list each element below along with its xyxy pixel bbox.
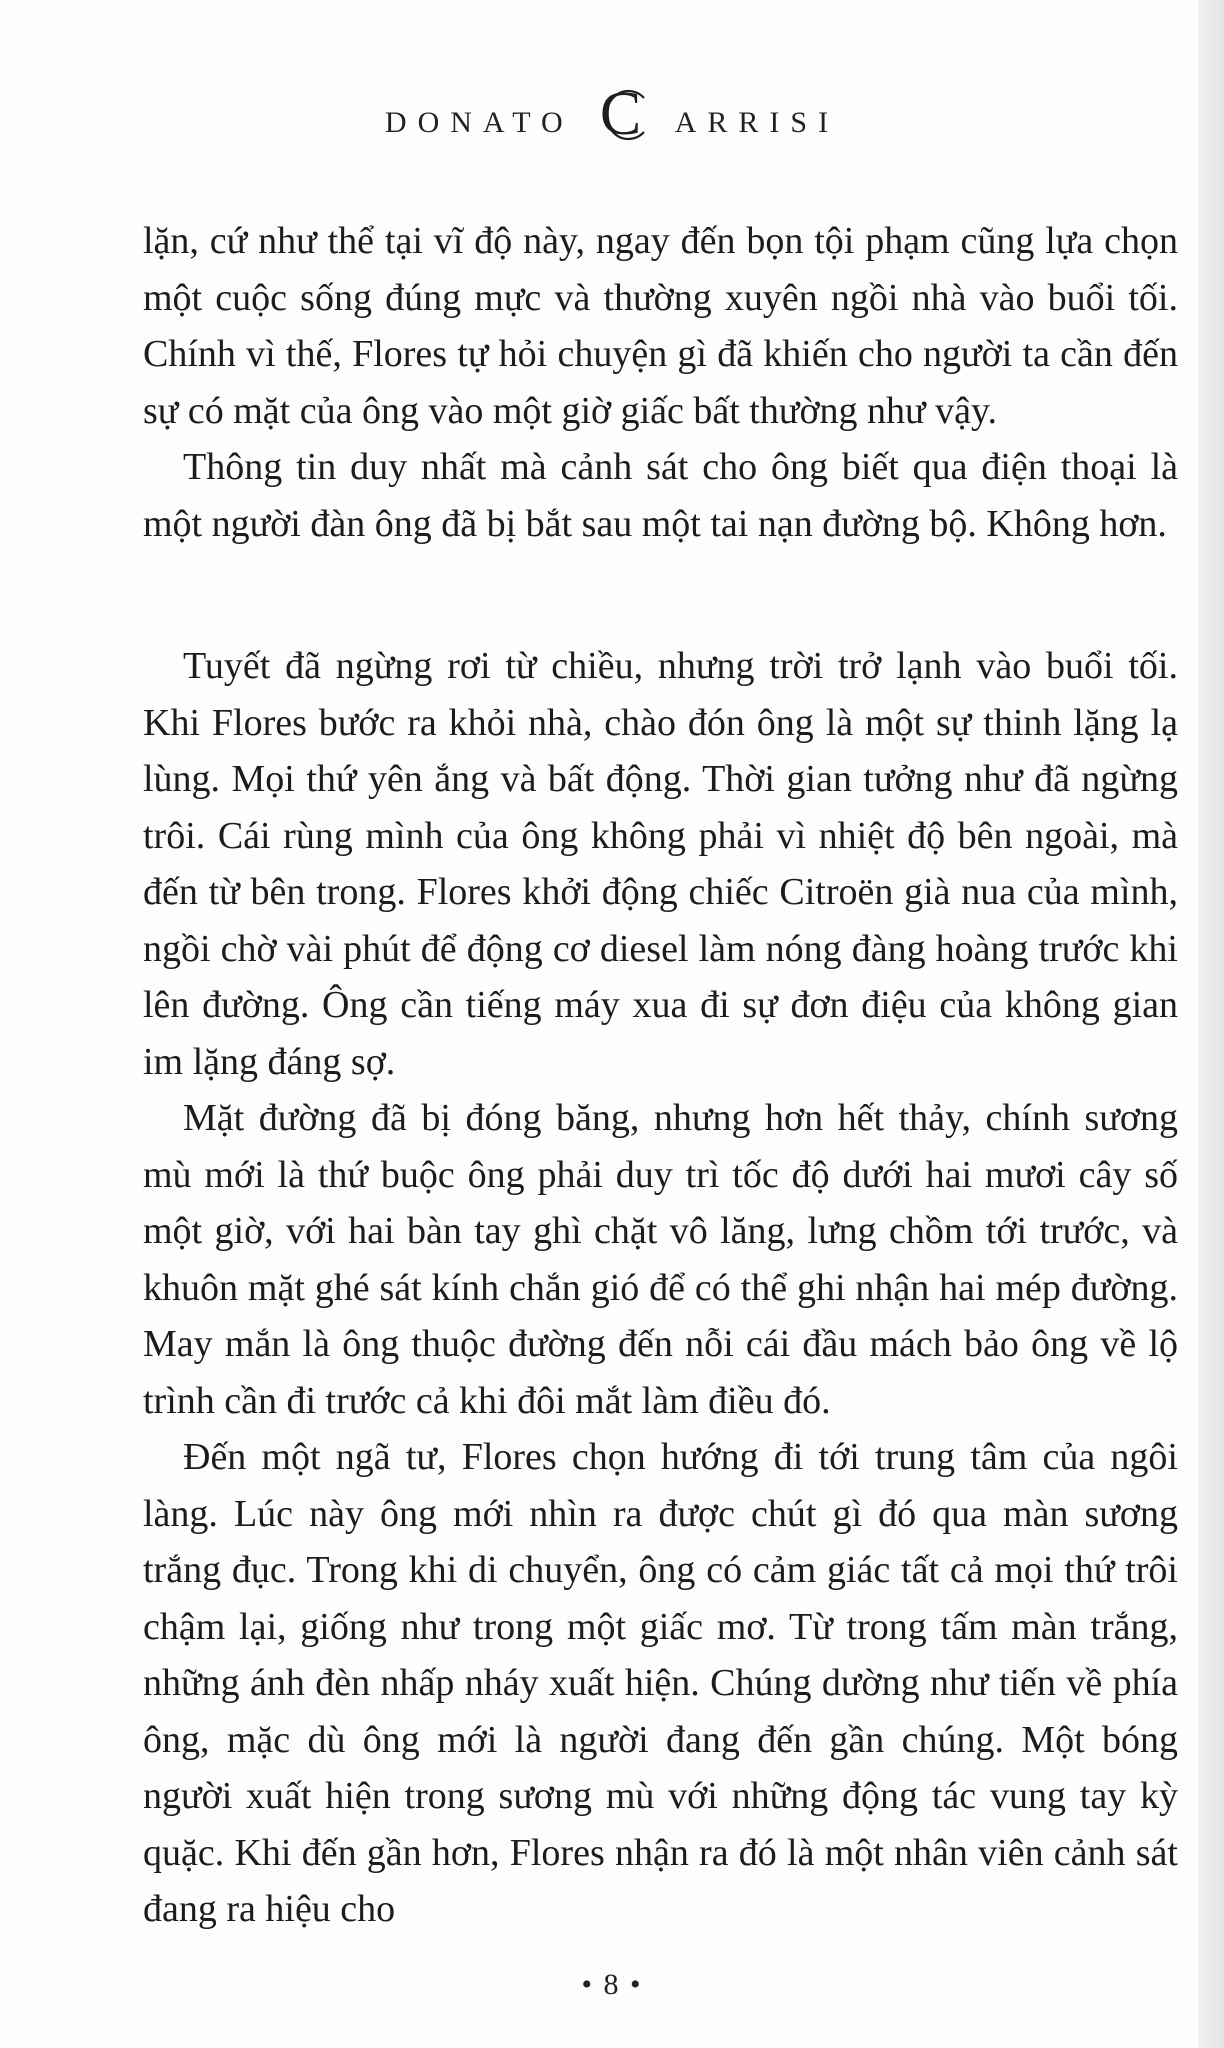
- paragraph: Tuyết đã ngừng rơi từ chiều, nhưng trời trở lạnh vào buổi tối. Khi Flores bước ra khỏi nhà, chào đón ông là một sự thinh lặng lạ lùng. Mọi thứ yên ắng và bất động. Thời gian tưởng như đã ngừng trôi. Cái rùng mình của ông không phải vì nhiệt độ bên ngoài, mà đến từ bên trong. Flores khởi động chiếc Citroën già nua của mình, ngồi chờ vài phút để động cơ diesel làm nóng đàng hoàng trước khi lên đường. Ông cần tiếng máy xua đi sự đơn điệu của không gian im lặng đáng sợ.: [143, 645, 1178, 1083]
- text-section-1: [143, 213, 1178, 552]
- paragraph: lặn, cứ như thể tại vĩ độ này, ngay đến bọn tội phạm cũng lựa chọn một cuộc sống đúng mực và thường xuyên ngồi nhà vào buổi tối. Chính vì thế, Flores tự hỏi chuyện gì đã khiến cho người ta cần đến sự có mặt của ông vào một giờ giấc bất thường như vậy.: [143, 220, 1178, 432]
- author-last-name: ARRISI: [674, 106, 840, 139]
- running-header-author: [0, 84, 1224, 158]
- author-first-name: DONATO: [384, 106, 574, 139]
- paragraph: Mặt đường đã bị đóng băng, nhưng hơn hết thảy, chính sương mù mới là thứ buộc ông phải duy trì tốc độ dưới hai mươi cây số một giờ, với hai bàn tay ghì chặt vô lăng, lưng chồm tới trước, và khuôn mặt ghé sát kính chắn gió để có thể ghi nhận hai mép đường. May mắn là ông thuộc đường đến nỗi cái đầu mách bảo ông về lộ trình cần đi trước cả khi đôi mắt làm điều đó.: [143, 1097, 1178, 1422]
- page-number: • 8 •: [581, 1968, 643, 2001]
- author-logo-c-icon: [598, 84, 654, 154]
- paragraph: Thông tin duy nhất mà cảnh sát cho ông biết qua điện thoại là một người đàn ông đã bị bắt sau một tai nạn đường bộ. Không hơn.: [143, 446, 1178, 545]
- text-section-2: [143, 638, 1178, 1938]
- page-edge-shadow: [1198, 0, 1224, 2048]
- paragraph: Đến một ngã tư, Flores chọn hướng đi tới trung tâm của ngôi làng. Lúc này ông mới nhìn ra được chút gì đó qua màn sương trắng đục. Trong khi di chuyển, ông có cảm giác tất cả mọi thứ trôi chậm lại, giống như trong một giấc mơ. Từ trong tấm màn trắng, những ánh đèn nhấp nháy xuất hiện. Chúng dường như tiến về phía ông, mặc dù ông mới là người đang đến gần chúng. Một bóng người xuất hiện trong sương mù với những động tác vung tay kỳ quặc. Khi đến gần hơn, Flores nhận ra đó là một nhân viên cảnh sát đang ra hiệu cho: [143, 1436, 1178, 1930]
- svg-text:C: C: [600, 84, 653, 146]
